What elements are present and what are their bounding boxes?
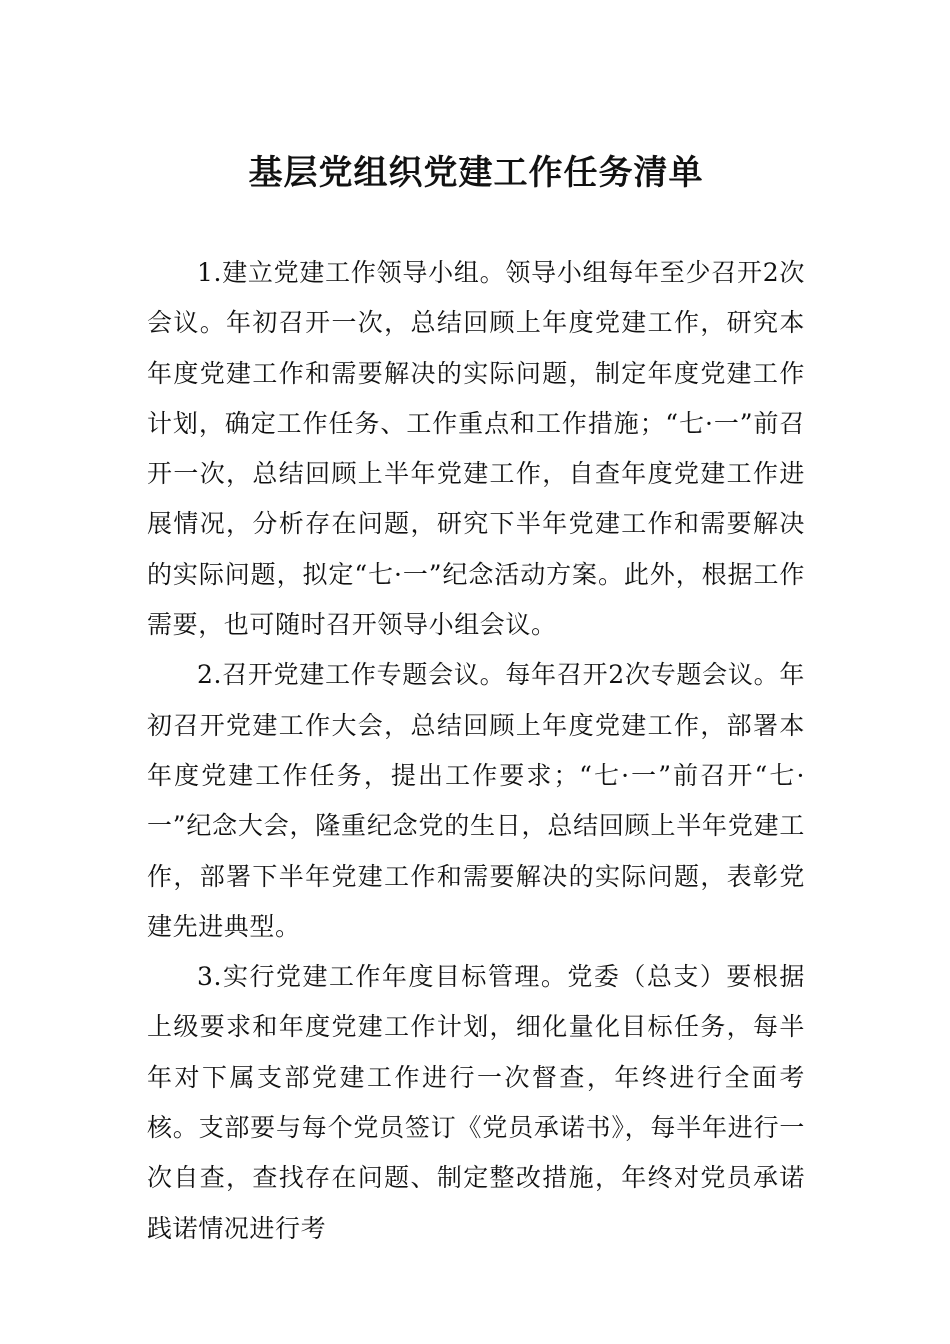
paragraph-3: 3.实行党建工作年度目标管理。党委（总支）要根据上级要求和年度党建工作计划，细化量化目标任务，每半年对下属支部党建工作进行一次督查，年终进行全面考核。支部要与每个党员签订《党员承诺书》，每半年进行一次自查，查找存在问题、制定整改措施，年终对党员承诺践诺情况进行考 [147,962,805,1243]
document-body [147,248,805,1254]
paragraph-1: 1.建立党建工作领导小组。领导小组每年至少召开2次会议。年初召开一次，总结回顾上年度党建工作，研究本年度党建工作和需要解决的实际问题，制定年度党建工作计划，确定工作任务、工作重点和工作措施；“七·一”前召开一次，总结回顾上半年党建工作，自查年度党建工作进展情况，分析存在问题，研究下半年党建工作和需要解决的实际问题，拟定“七·一”纪念活动方案。此外，根据工作需要，也可随时召开领导小组会议。 [147,258,805,640]
paragraph-2: 2.召开党建工作专题会议。每年召开2次专题会议。年初召开党建工作大会，总结回顾上年度党建工作，部署本年度党建工作任务，提出工作要求；“七·一”前召开“七·一”纪念大会，隆重纪念党的生日，总结回顾上半年党建工作，部署下半年党建工作和需要解决的实际问题，表彰党建先进典型。 [147,660,805,941]
document-title: 基层党组织党建工作任务清单 [248,153,704,193]
